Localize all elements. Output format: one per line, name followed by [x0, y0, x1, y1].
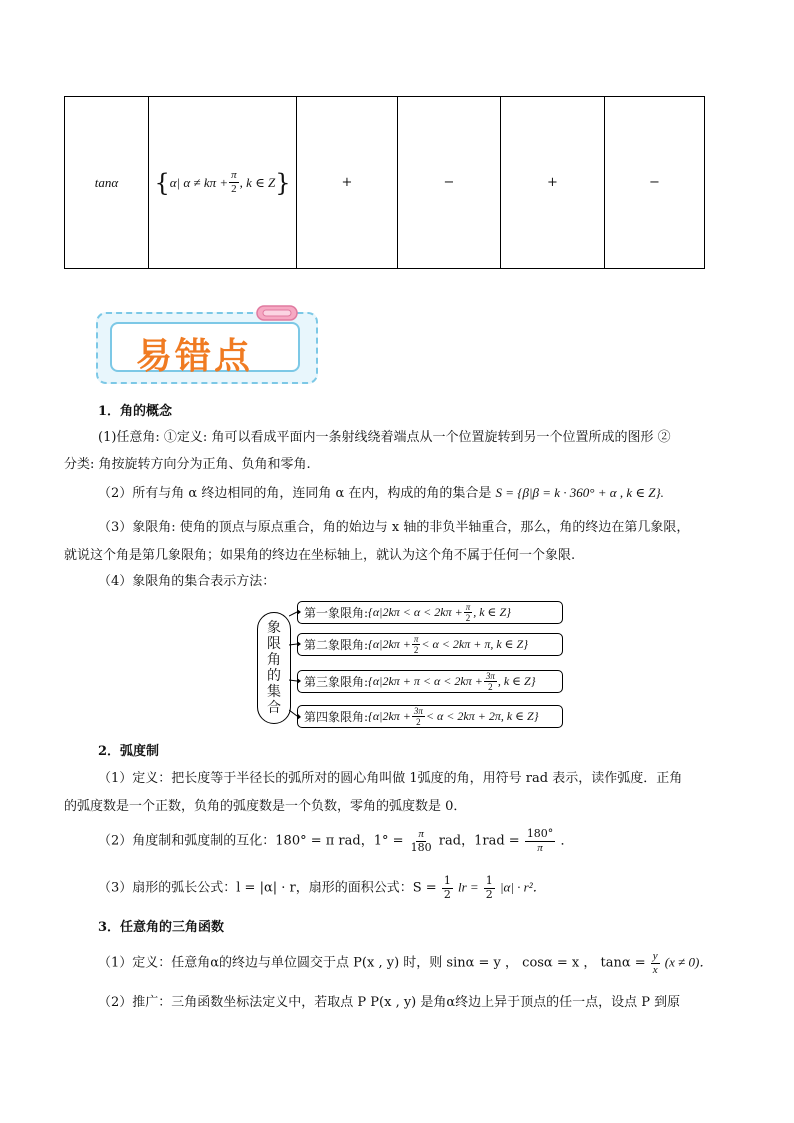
quadrant-set-label: [257, 612, 291, 724]
quadrant-1-label: 第一象限角:: [304, 606, 369, 620]
section1-p1-line2: 分类: 角按旋转方向分为正角、负角和零角.: [64, 457, 311, 472]
q3-frac-den: 2: [488, 682, 493, 692]
quadrant-2-label: 第二象限角:: [304, 638, 369, 652]
quadrant-3-post: , k ∈ Z}: [497, 674, 536, 688]
domain-frac-num: π: [231, 169, 237, 182]
quadrant-4-post: < α < 2kπ + 2π, k ∈ Z}: [425, 709, 539, 723]
quadrant-2-post: < α < 2kπ + π, k ∈ Z}: [421, 637, 529, 651]
domain-frac-den: 2: [231, 183, 237, 195]
section1-p1-line1: (1)任意角: ①定义: 角可以看成平面内一条射线绕着端点从一个位置旋转到另一个位置所成的图形 ②: [98, 430, 671, 445]
section3-p2: （2）推广：三角函数坐标法定义中，若取点 P P(x , y) 是角α终边上异于顶点的任一点，设点 P 到原: [98, 995, 681, 1010]
section2-p1-line2: 的弧度数是一个正数，负角的弧度数是一个负数，零角的弧度数是 0．: [64, 799, 467, 814]
set-label-char: 角: [267, 652, 281, 668]
quadrant-4-pre: {α|2kπ +: [368, 709, 411, 723]
sign-q3: +: [501, 97, 605, 268]
section1-heading: 1．角的概念: [98, 404, 173, 419]
p3-f1-num: 1: [443, 874, 451, 887]
p3-f1-den: 2: [443, 887, 451, 901]
q1-frac-den: 2: [465, 613, 471, 623]
sign-table: [64, 96, 705, 269]
set-label-char: 限: [267, 636, 281, 652]
quadrant-2-box: [297, 633, 563, 656]
quadrant-1-pre: {α|2kπ < α < 2kπ +: [368, 605, 463, 619]
quadrant-3-pre: {α|2kπ + π < α < 2kπ +: [368, 674, 483, 688]
sign-q2: −: [398, 97, 501, 268]
set-label-char: 象: [267, 620, 281, 636]
p2-f2-den: π: [537, 841, 543, 854]
table-domain-cell: { α| α ≠ kπ + $\frac{\pi}{2}$ , k ∈ Z }: [149, 97, 297, 268]
q1-frac-num: π: [465, 601, 471, 612]
section3-p1: [98, 950, 728, 976]
section3-p1-end: (x ≠ 0)．: [664, 954, 713, 970]
quadrant-1-post: , k ∈ Z}: [473, 605, 511, 619]
s3-frac-den: x: [652, 963, 658, 976]
section1-p3-line1: （3）象限角: 使角的顶点与原点重合，角的始边与 x 轴的非负半轴重合，那么，角的终边在第几象限，: [98, 520, 690, 535]
sign-q1: +: [297, 97, 398, 268]
section3-p1-text: （1）定义：任意角α的终边与单位圆交于点 P(x , y) 时，则 sinα = y ， cosα = x ， tanα =: [98, 955, 646, 971]
section2-p3-text: （3）扇形的弧长公式：l = |α| · r，扇形的面积公式：S =: [98, 880, 437, 896]
quadrant-4-label: 第四象限角:: [304, 710, 369, 724]
domain-prefix: α| α ≠ kπ +: [169, 174, 229, 190]
p3-f2-den: 2: [485, 887, 493, 901]
section2-p3: [98, 875, 728, 901]
q2-frac-den: 2: [413, 645, 419, 655]
section1-p3-line2: 就说这个角是第几象限角；如果角的终边在坐标轴上，就认为这个角不属于任何一个象限.: [64, 548, 576, 563]
quadrant-4-box: [297, 705, 563, 728]
set-label-char: 集: [267, 684, 281, 700]
section2-p2-mid: rad，1rad =: [438, 833, 520, 849]
table-row-label: tanα: [65, 97, 149, 268]
sign-q4: −: [649, 175, 660, 190]
set-label-char: 的: [267, 668, 281, 684]
p2-f2-num: 180°: [526, 827, 554, 840]
paperclip-icon: [255, 303, 301, 325]
set-label-char: 合: [267, 700, 281, 716]
section2-p2-end: ．: [560, 833, 574, 849]
section1-p2-text: （2）所有与角 α 终边相同的角，连同角 α 在内，构成的角的集合是: [98, 486, 492, 501]
q4-frac-num: 3π: [413, 705, 423, 716]
quadrant-3-box: [297, 670, 563, 693]
section2-p2-text: （2）角度制和弧度制的互化：180° = π rad，1° =: [98, 833, 404, 849]
q4-frac-den: 2: [416, 717, 421, 727]
section1-p2: [98, 482, 738, 505]
banner-title: 易错点: [136, 336, 254, 377]
section1-p2-formula: S = {β|β = k · 360° + α , k ∈ Z}.: [495, 485, 664, 500]
section2-p1-line1: （1）定义：把长度等于半径长的弧所对的圆心角叫做 1弧度的角，用符号 rad 表示，读作弧度．正角: [98, 771, 683, 786]
section3-heading: 3．任意角的三角函数: [98, 920, 225, 935]
section2-p2: [98, 828, 728, 854]
quadrant-2-pre: {α|2kπ +: [368, 637, 411, 651]
section1-p4: （4）象限角的集合表示方法：: [98, 574, 276, 589]
section2-p3-end: |α| · r²．: [499, 879, 546, 895]
banner-inner-frame: [110, 322, 300, 377]
quadrant-1-box: [297, 601, 563, 624]
q3-frac-num: 3π: [485, 670, 495, 681]
s3-frac-num: y: [652, 950, 658, 962]
p3-f2-num: 1: [485, 874, 493, 887]
domain-suffix: , k ∈ Z: [239, 174, 276, 190]
p2-f1-den: 180: [410, 840, 432, 854]
q2-frac-num: π: [413, 633, 419, 644]
quadrant-3-label: 第三象限角:: [304, 675, 369, 689]
p2-f1-num: π: [418, 828, 424, 840]
section2-p3-mid: lr =: [457, 879, 479, 895]
section2-heading: 2．弧度制: [98, 744, 160, 759]
